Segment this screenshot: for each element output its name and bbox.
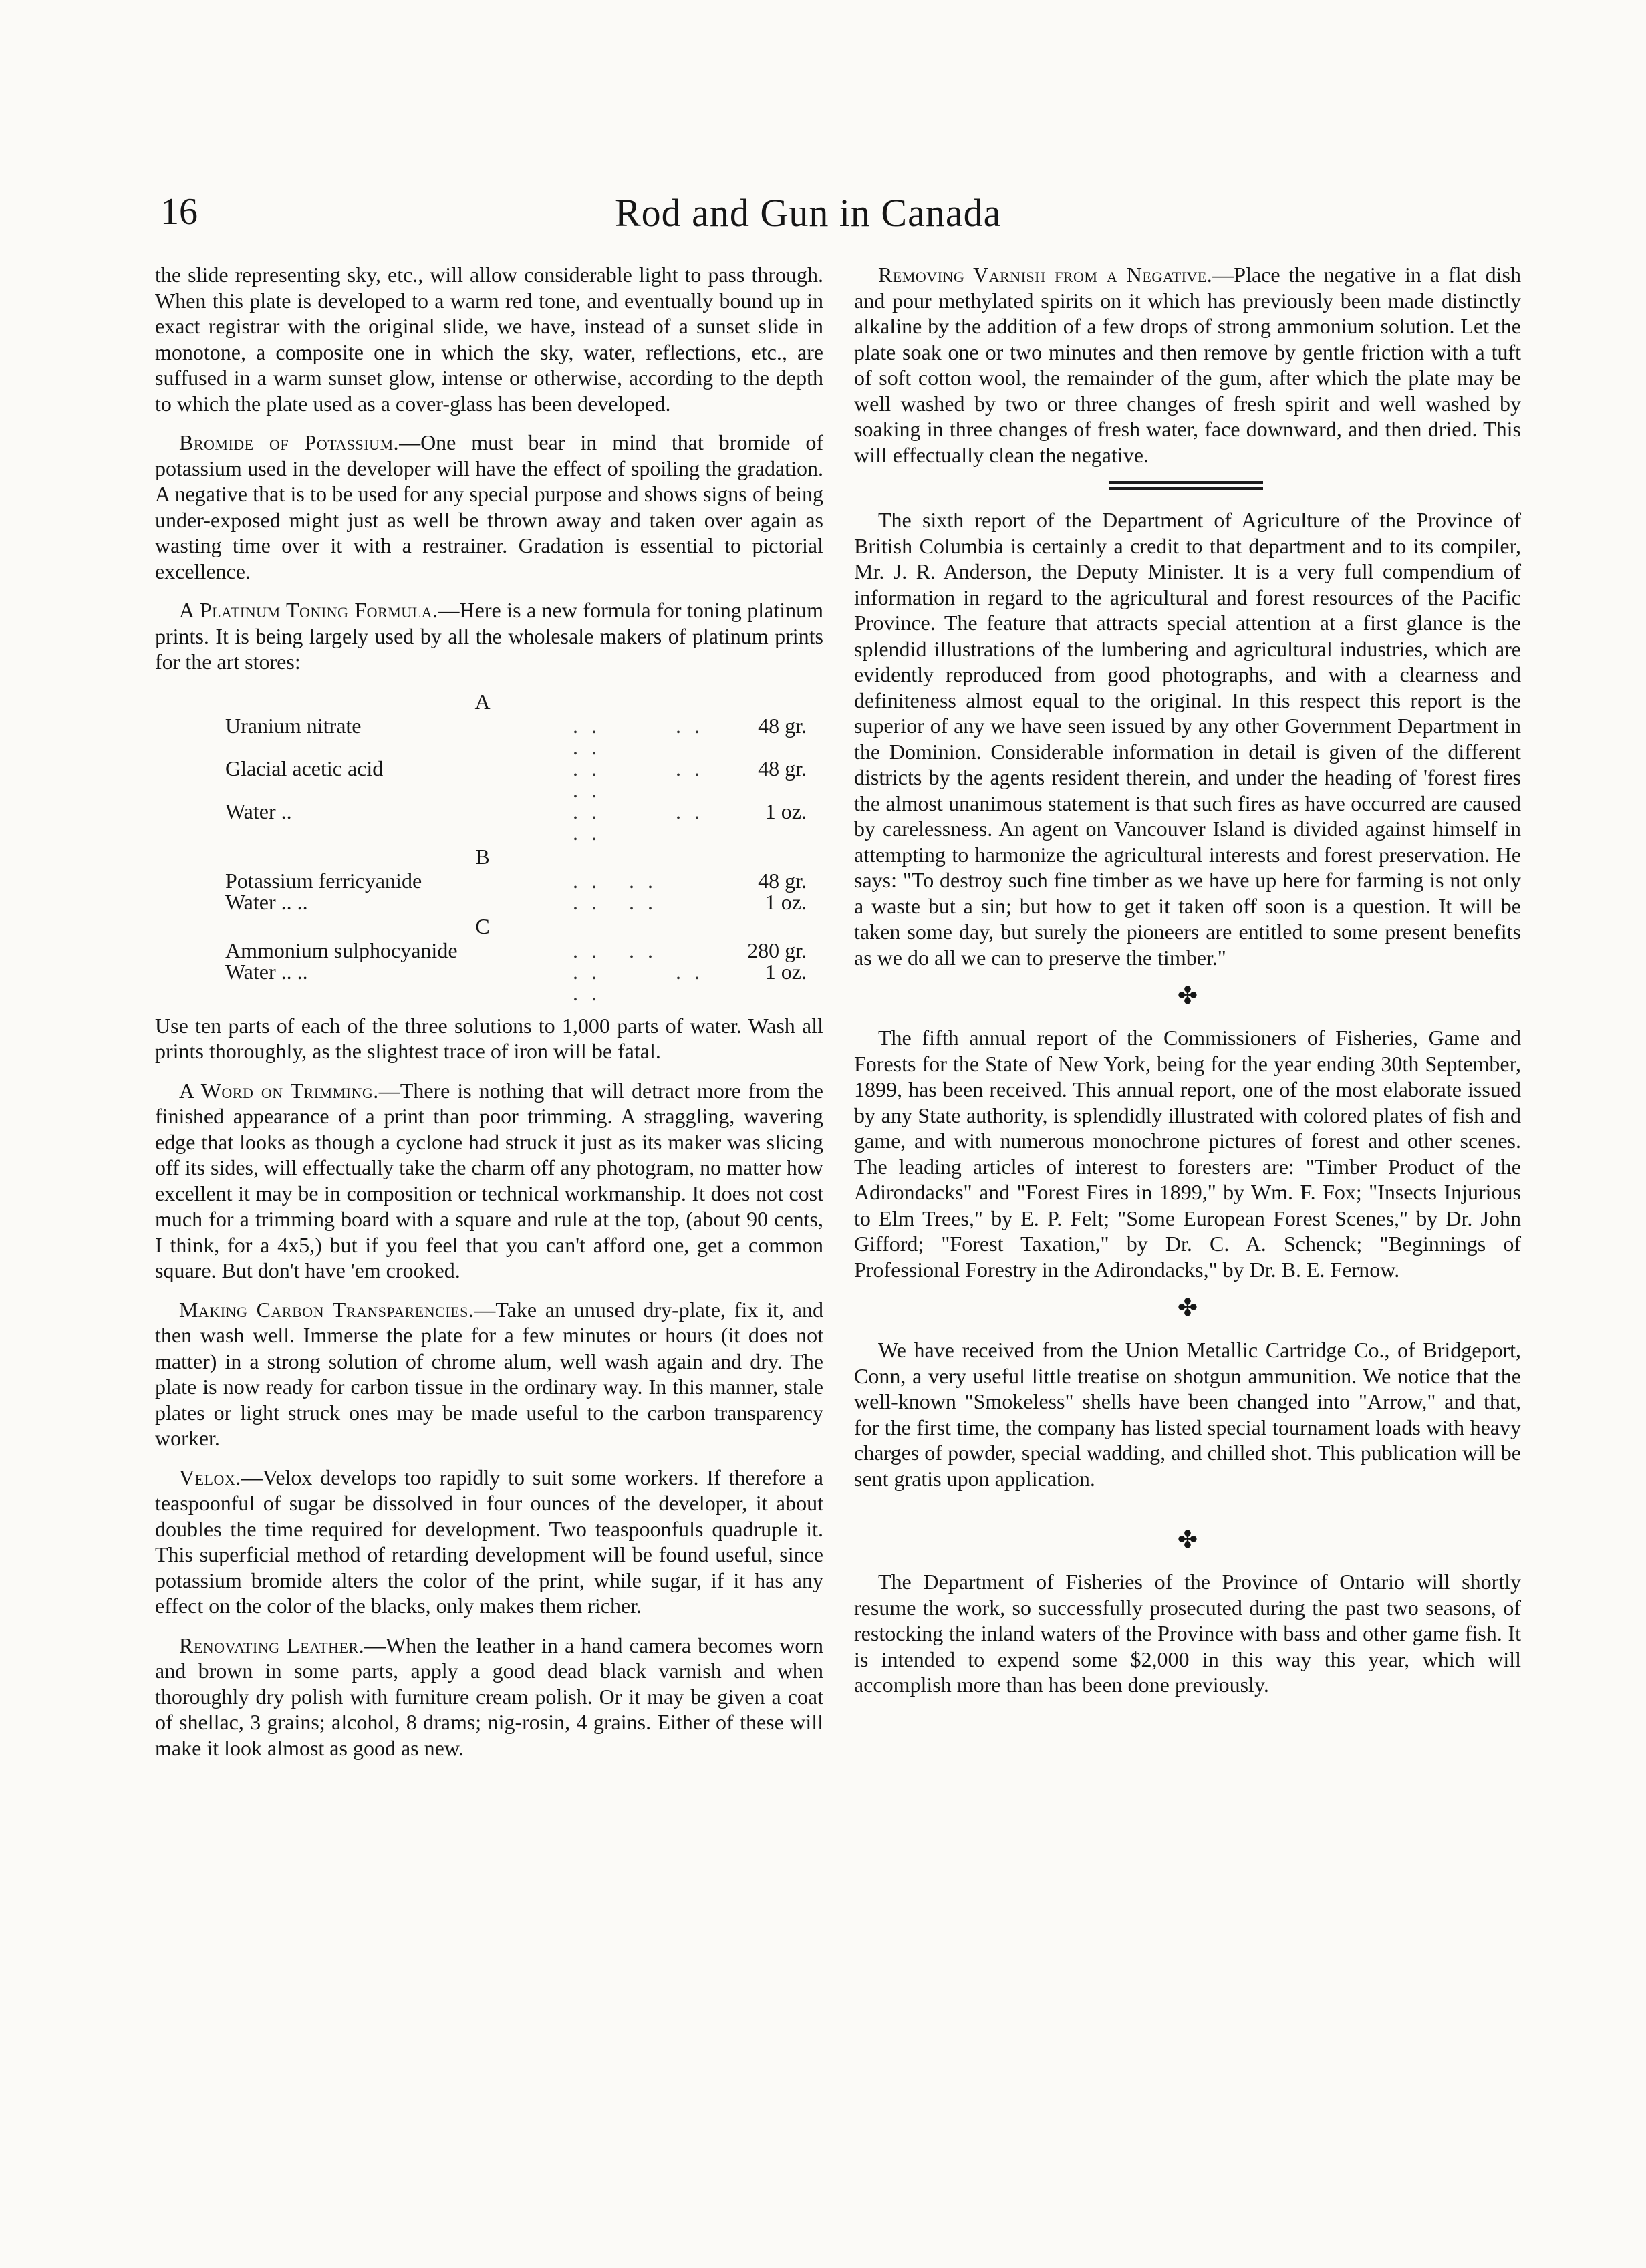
section-heading: Bromide of Potassium. bbox=[179, 430, 400, 454]
formula-label: A bbox=[474, 689, 491, 714]
ornament-icon: ✤ bbox=[1177, 1526, 1198, 1553]
ornament-icon: ✤ bbox=[1177, 982, 1198, 1009]
right-column bbox=[854, 262, 1521, 1711]
formula-row: Glacial acetic acid .. .. .. 48 gr. bbox=[225, 756, 807, 802]
paragraph-leather bbox=[155, 1633, 823, 1761]
paragraph-trimming bbox=[155, 1078, 823, 1284]
left-column bbox=[155, 262, 823, 1774]
paragraph-sunset-slide: the slide representing sky, etc., will allow considerable light to pass through. When this plate is developed to a warm red tone, and eventually bound up in exact registrar with the original slide, we have, instead of a sunset slide in monotone, a composite one in which the sky, water, reflections, etc., are suffused in a warm sunset glow, intense or otherwise, according to the depth to which the plate used as a cover-glass has been developed. bbox=[155, 263, 823, 416]
formula-row: Water .. .. .. .. .. 1 oz. bbox=[225, 959, 807, 1005]
paragraph-bromide bbox=[155, 430, 823, 584]
formula-label: B bbox=[475, 844, 490, 869]
section-heading: A Word on Trimming. bbox=[179, 1078, 379, 1103]
formula-row: Uranium nitrate .. .. .. 48 gr. bbox=[225, 713, 807, 759]
formula-label: C bbox=[475, 913, 490, 938]
section-heading: Velox. bbox=[179, 1465, 241, 1490]
double-rule-divider bbox=[1109, 481, 1263, 490]
formula-row: Water .. .. .. .. 1 oz. bbox=[225, 799, 807, 845]
paragraph-cartridge: We have received from the Union Metallic Cartridge Co., of Bridgeport, Conn, a very useful little treatise on shotgun ammunition. We notice that the well-known "Smokeless" shells have been changed into "Arrow," and that, for the first time, the company has listed special tournament loads with heavy charges of powder, special wadding, and chilled shot. This publication will be sent gratis upon application. bbox=[854, 1338, 1521, 1491]
section-text: —Here is a new formula for toning platinum prints. It is being largely used by all the wholesale makers of platinum prints for the art stores: bbox=[155, 598, 824, 674]
section-text: —Place the negative in a flat dish and pour methylated spirits on it which has previously been made distinctly alkaline by the addition of a few drops of strong ammonium solution. Let the plate soak one or two minutes and then remove by gentle friction with a tuft of soft cotton wool, the remainder of the gum, after which the plate may be well washed by two or three changes of fresh spirit and well washed by soaking in three changes of fresh water, face downward, and then dried. This will effectually clean the negative. bbox=[854, 263, 1521, 467]
section-heading: A Platinum Toning Formula. bbox=[179, 598, 438, 622]
paragraph-bc-report: The sixth report of the Department of Agriculture of the Province of British Columbia is certainly a credit to that department and to its compiler, Mr. J. R. Anderson, the Deputy Minister. It is a very full compendium of information in regard to the agricultural and forest resources of the Pacific Province. The feature that attracts special attention at a first glance is the splendid illustrations of the lumbering and agricultural industries, which are evidently reproduced from good photographs, and with a clearness and definiteness almost equal to the original. In this respect this report is the superior of any we have seen issued by any other Government Department in the Dominion. Considerable information in detail is given of the different districts by the agents resident therein, and under the heading of 'forest fires the almost unanimous statement is that such fires as have occurred are caused by carelessness. An agent on Vancouver Island is divided against himself in attempting to harmonize the agricultural interests and forest preservation. He says: "To destroy such fine timber as we have up here for farming is not only a waste but a sin; but how to get it taken off soon is a question. It will be taken some day, but surely the pioneers are entitled to some present benefits as we do all we can to preserve the timber." bbox=[854, 508, 1521, 970]
section-heading: Renovating Leather. bbox=[179, 1633, 365, 1657]
formula-table bbox=[155, 688, 823, 1004]
section-text: —When the leather in a hand camera becomes worn and brown in some parts, apply a good dead black varnish and when thoroughly dry polish with furniture cream polish. Or it may be given a coat of shellac, 3 grains; alcohol, 8 drams; nig-rosin, 4 grains. Either of these will make it look almost as good as new. bbox=[155, 1633, 823, 1760]
page-number: 16 bbox=[160, 191, 198, 233]
paragraph-varnish bbox=[854, 262, 1521, 468]
section-text: —One must bear in mind that bromide of potassium used in the developer will have the effect of spoiling the gradation. A negative that is to be used for any special purpose and shows signs of being under-exposed might just as well be thrown away and taken over again as wasting time over it with a restrainer. Gradation is essential to pictorial excellence. bbox=[155, 430, 823, 583]
running-title: Rod and Gun in Canada bbox=[615, 191, 1002, 235]
formula-row: Potassium ferricyanide .. .. 48 gr. bbox=[225, 868, 807, 893]
paragraph-usage: Use ten parts of each of the three solutions to 1,000 parts of water. Wash all prints thoroughly, as the slightest trace of iron will be fatal. bbox=[155, 1013, 823, 1063]
paragraph-carbon bbox=[155, 1297, 823, 1451]
section-text: —Velox develops too rapidly to suit some workers. If therefore a teaspoonful of sugar be dissolved in four ounces of the developer, it about doubles the time required for development. Two teaspoonfuls quadruple it. This superficial method of retarding development will be found useful, since potassium bromide alters the color of the print, while sugar, if it has any effect on the color of the blacks, only makes them richer. bbox=[155, 1465, 823, 1618]
paragraph-ny-report: The fifth annual report of the Commissioners of Fisheries, Game and Forests for the State of New York, being for the year ending 30th September, 1899, has been received. This annual report, one of the most elaborate issued by any State authority, is splendidly illustrated with colored plates of fish and game, and with numerous monochrone pictures of forest and other scenes. The leading articles of interest to foresters are: "Timber Product of the Adirondacks" and "Forest Fires in 1899," by Wm. F. Fox; "Insects Injurious to Elm Trees," by E. P. Felt; "Some European Forest Scenes," by Dr. John Gifford; "Forest Taxation," by Dr. C. A. Schenck; "Beginnings of Professional Forestry in the Adirondacks," by Dr. B. E. Fernow. bbox=[854, 1026, 1521, 1282]
page-header bbox=[160, 190, 1069, 244]
formula-row: Ammonium sulphocyanide .. .. 280 gr. bbox=[225, 938, 807, 962]
section-text: —Take an unused dry-plate, fix it, and then wash well. Immerse the plate for a few minutes or hours (it does not matter) in a strong solution of chrome alum, well wash again and dry. The plate is now ready for carbon tissue in the ordinary way. In this manner, stale plates or light struck ones may be made useful to the carbon transparency worker. bbox=[155, 1297, 823, 1450]
section-text: —There is nothing that will detract more from the finished appearance of a print than poor trimming. A straggling, wavering edge that looks as though a cyclone had struck it just as its maker was slicing off its sides, will effectually take the charm off any photogram, no matter how excellent it may be in composition or technical workmanship. It does not cost much for a trimming board with a square and rule at the top, (about 90 cents, I think, for a 4x5,) but if you feel that you can't afford one, get a common square. But don't have 'em crooked. bbox=[155, 1078, 824, 1282]
section-heading: Removing Varnish from a Negative. bbox=[878, 263, 1213, 287]
paragraph-platinum bbox=[155, 597, 823, 675]
formula-row: Water .. .. .. .. 1 oz. bbox=[225, 889, 807, 914]
ornament-icon: ✤ bbox=[1177, 1294, 1198, 1321]
paragraph-velox bbox=[155, 1465, 823, 1619]
paragraph-ontario: The Department of Fisheries of the Province of Ontario will shortly resume the work, so successfully prosecuted during the past two seasons, of restocking the inland waters of the Province with bass and other game fish. It is intended to expend some $2,000 in this way this year, which will accomplish more than has been done previously. bbox=[854, 1570, 1521, 1697]
section-heading: Making Carbon Transparencies. bbox=[179, 1297, 474, 1322]
